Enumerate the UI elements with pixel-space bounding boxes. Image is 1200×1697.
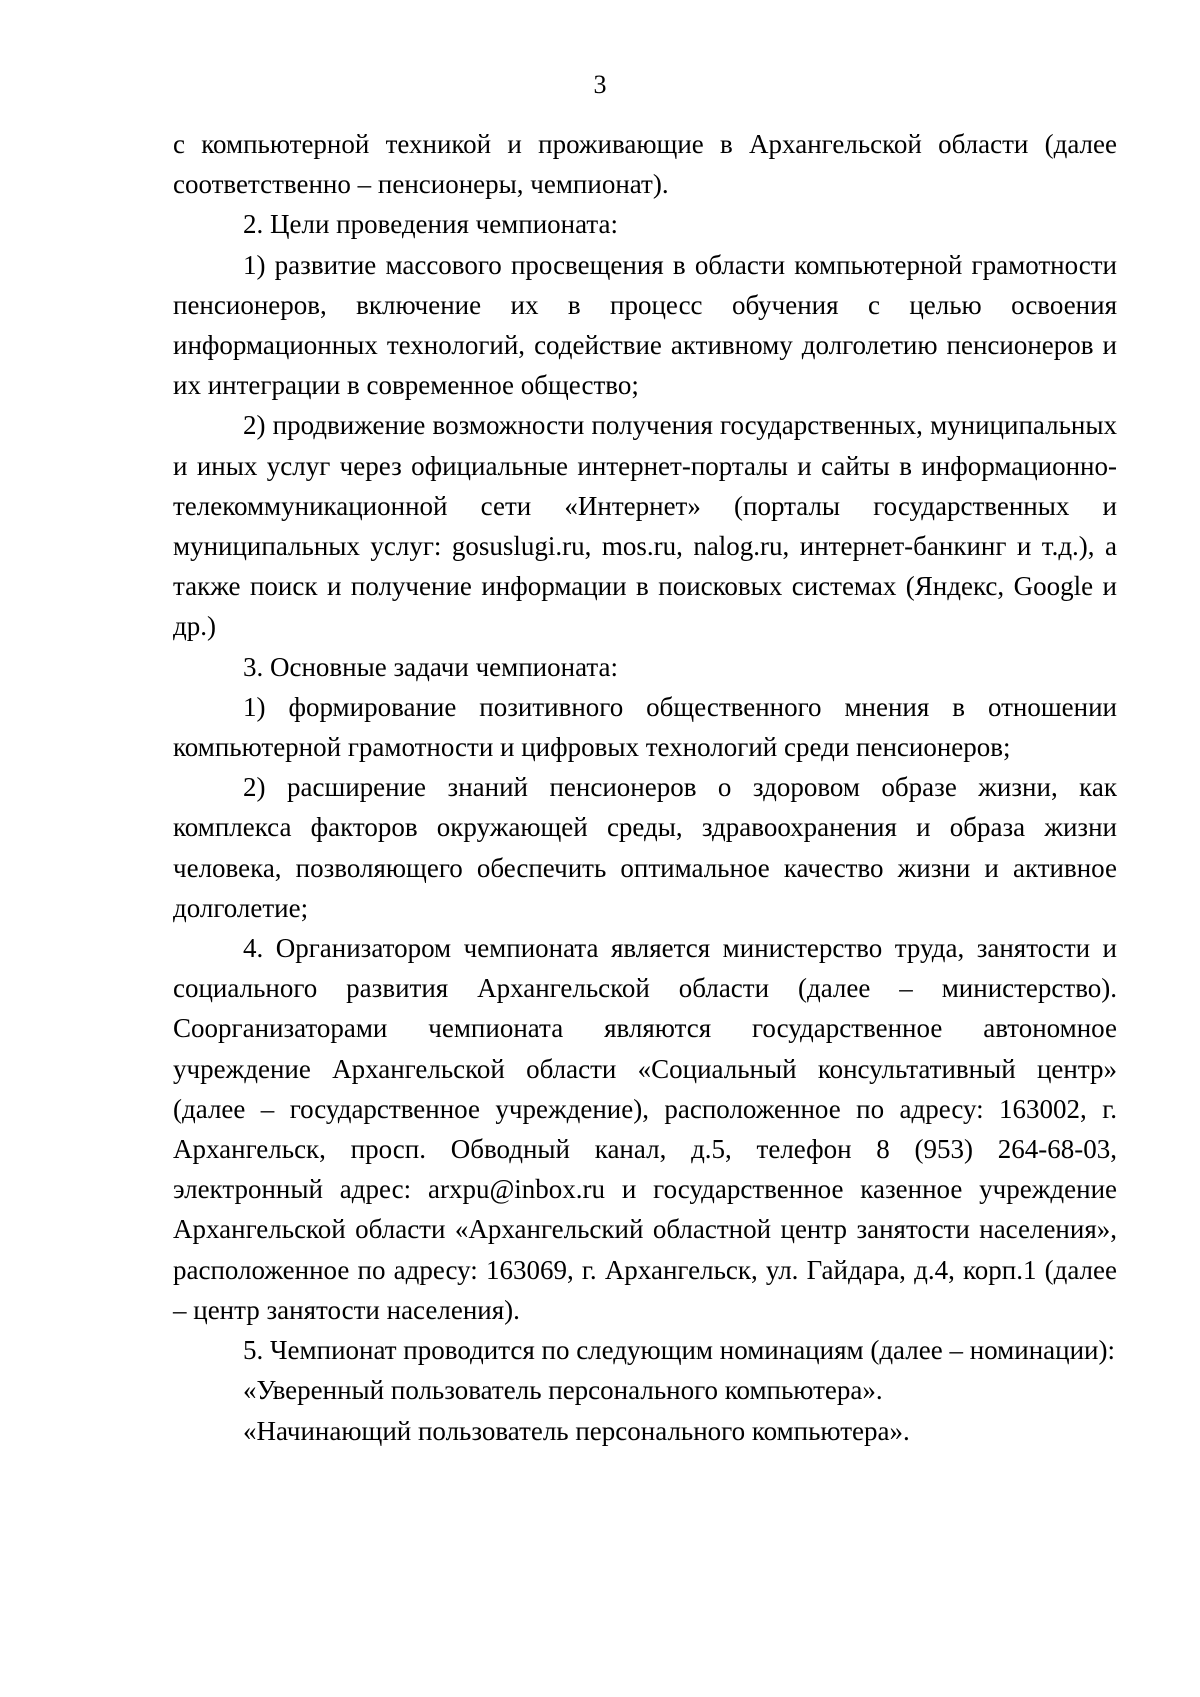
page-number: 3 (593, 70, 607, 99)
paragraph-organizers: 4. Организатором чемпионата является министерство труда, занятости и социального развития Архангельской области (далее – министерство). Соорганизаторами чемпионата являются государственное автономное учреждение Архангельской области «Социальный консультативный центр» (далее – государственное учреждение), расположенное по адресу: 163002, г. Архангельск, просп. Обводный канал, д.5, телефон 8 (953) 264-68-03, электронный адрес: arxpu@inbox.ru и государственное казенное учреждение Архангельской области «Архангельский областной центр занятости населения», расположенное по адресу: 163069, г. Архангельск, ул. Гайдара, д.4, корп.1 (далее – центр занятости населения). (173, 933, 1117, 1325)
paragraph-nominations: 5. Чемпионат проводится по следующим номинациям (далее – номинации): (243, 1335, 1115, 1366)
paragraph-intro-continuation: с компьютерной техникой и проживающие в Архангельской области (далее соответственно – пенсионеры, чемпионат). (173, 129, 1117, 200)
paragraph-tasks-heading: 3. Основные задачи чемпионата: (243, 651, 618, 682)
paragraph-goals-heading: 2. Цели проведения чемпионата: (243, 209, 619, 240)
nomination-confident-user: «Уверенный пользователь персонального компьютера». (243, 1375, 883, 1406)
nomination-beginner-user: «Начинающий пользователь персонального компьютера». (243, 1415, 910, 1446)
paragraph-task-2: 2) расширение знаний пенсионеров о здоровом образе жизни, как комплекса факторов окружающей среды, здравоохранения и образа жизни человека, позволяющего обеспечить оптимальное качество жизни и активное долголетие; (173, 772, 1117, 923)
document-body (173, 124, 1117, 1451)
paragraph-task-1: 1) формирование позитивного общественного мнения в отношении компьютерной грамотности и цифровых технологий среди пенсионеров; (173, 691, 1117, 763)
paragraph-goal-2: 2) продвижение возможности получения государственных, муниципальных и иных услуг через официальные интернет-порталы и сайты в информационно-телекоммуникационной сети «Интернет» (порталы государственных и муниципальных услуг: gosuslugi.ru, mos.ru, nalog.ru, интернет-банкинг и т.д.), а также поиск и получение информации в поисковых системах (Яндекс, Google и др.) (173, 410, 1117, 642)
paragraph-goal-1: 1) развитие массового просвещения в области компьютерной грамотности пенсионеров, включение их в процесс обучения с целью освоения информационных технологий, содействие активному долголетию пенсионеров и их интеграции в современное общество; (173, 249, 1117, 401)
